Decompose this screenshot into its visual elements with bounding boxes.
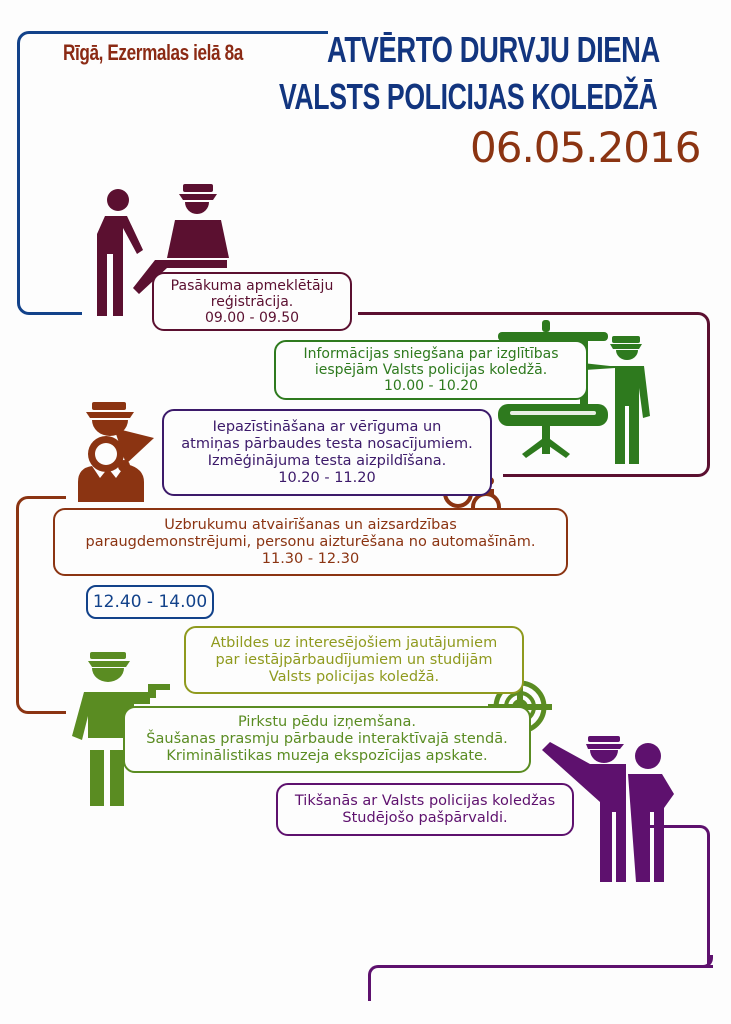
- event-time: 10.20 - 11.20: [278, 469, 376, 486]
- event-box-questions: [184, 626, 524, 694]
- event-text: Izmēģinājuma testa aizpildīšana.: [207, 452, 447, 469]
- event-box-registration: [152, 272, 352, 331]
- title-line-1: ATVĒRTO DURVJU DIENA: [327, 29, 660, 70]
- afternoon-time-badge: [86, 585, 214, 619]
- investigator-magnifier-icon: [72, 402, 162, 502]
- title-line-2: VALSTS POLICIJAS KOLEDŽĀ: [279, 76, 658, 117]
- event-box-testing: [162, 409, 492, 496]
- event-time: 09.00 - 09.50: [204, 309, 300, 326]
- event-text: Kriminālistikas muzeja ekspozīcijas apskate.: [166, 748, 488, 764]
- event-text: Atbildes uz interesējošiem jautājumiem: [210, 634, 498, 651]
- event-text: Uzbrukumu atvairīšanas un aizsardzības: [164, 516, 457, 533]
- event-text: Tikšanās ar Valsts policijas koledžas: [294, 792, 556, 809]
- event-text: Pasākuma apmeklētāju: [170, 277, 334, 294]
- event-text: Šaušanas prasmju pārbaude interaktīvajā stendā.: [146, 731, 508, 747]
- address-label: Rīgā, Ezermalas ielā 8a: [63, 40, 243, 65]
- connector-blue-top-extension: [220, 31, 328, 34]
- event-date: 06.05.2016: [470, 123, 701, 172]
- event-box-meeting: [276, 783, 574, 836]
- connector-violet-end-cut: [360, 1001, 380, 1024]
- event-text: Studējošo pašpārvaldi.: [342, 809, 508, 826]
- event-text: Informācijas sniegšana par izglītības: [303, 346, 559, 362]
- event-time: 11.30 - 12.30: [261, 550, 360, 567]
- event-text: par iestājpārbaudījumiem un studijām: [215, 651, 493, 668]
- event-text: Iepazīstināšana ar vērīguma un: [212, 418, 442, 435]
- event-text: Valsts policijas koledžā.: [268, 668, 440, 685]
- event-box-demonstrations: [53, 508, 568, 576]
- event-text: Pirkstu pēdu izņemšana.: [238, 714, 416, 730]
- event-box-activities: [123, 706, 531, 773]
- event-time: 12.40 - 14.00: [92, 591, 208, 612]
- event-text: iespējām Valsts policijas koledžā.: [314, 362, 548, 378]
- event-time: 10.00 - 10.20: [383, 378, 479, 394]
- event-text: reģistrācija.: [210, 293, 294, 310]
- event-text: atmiņas pārbaudes testa nosacījumiem.: [181, 435, 473, 452]
- connector-violet-bottom: [368, 965, 713, 1024]
- event-box-information: [274, 340, 588, 400]
- event-text: paraugdemonstrējumi, personu aizturēšana no automašīnām.: [85, 533, 536, 550]
